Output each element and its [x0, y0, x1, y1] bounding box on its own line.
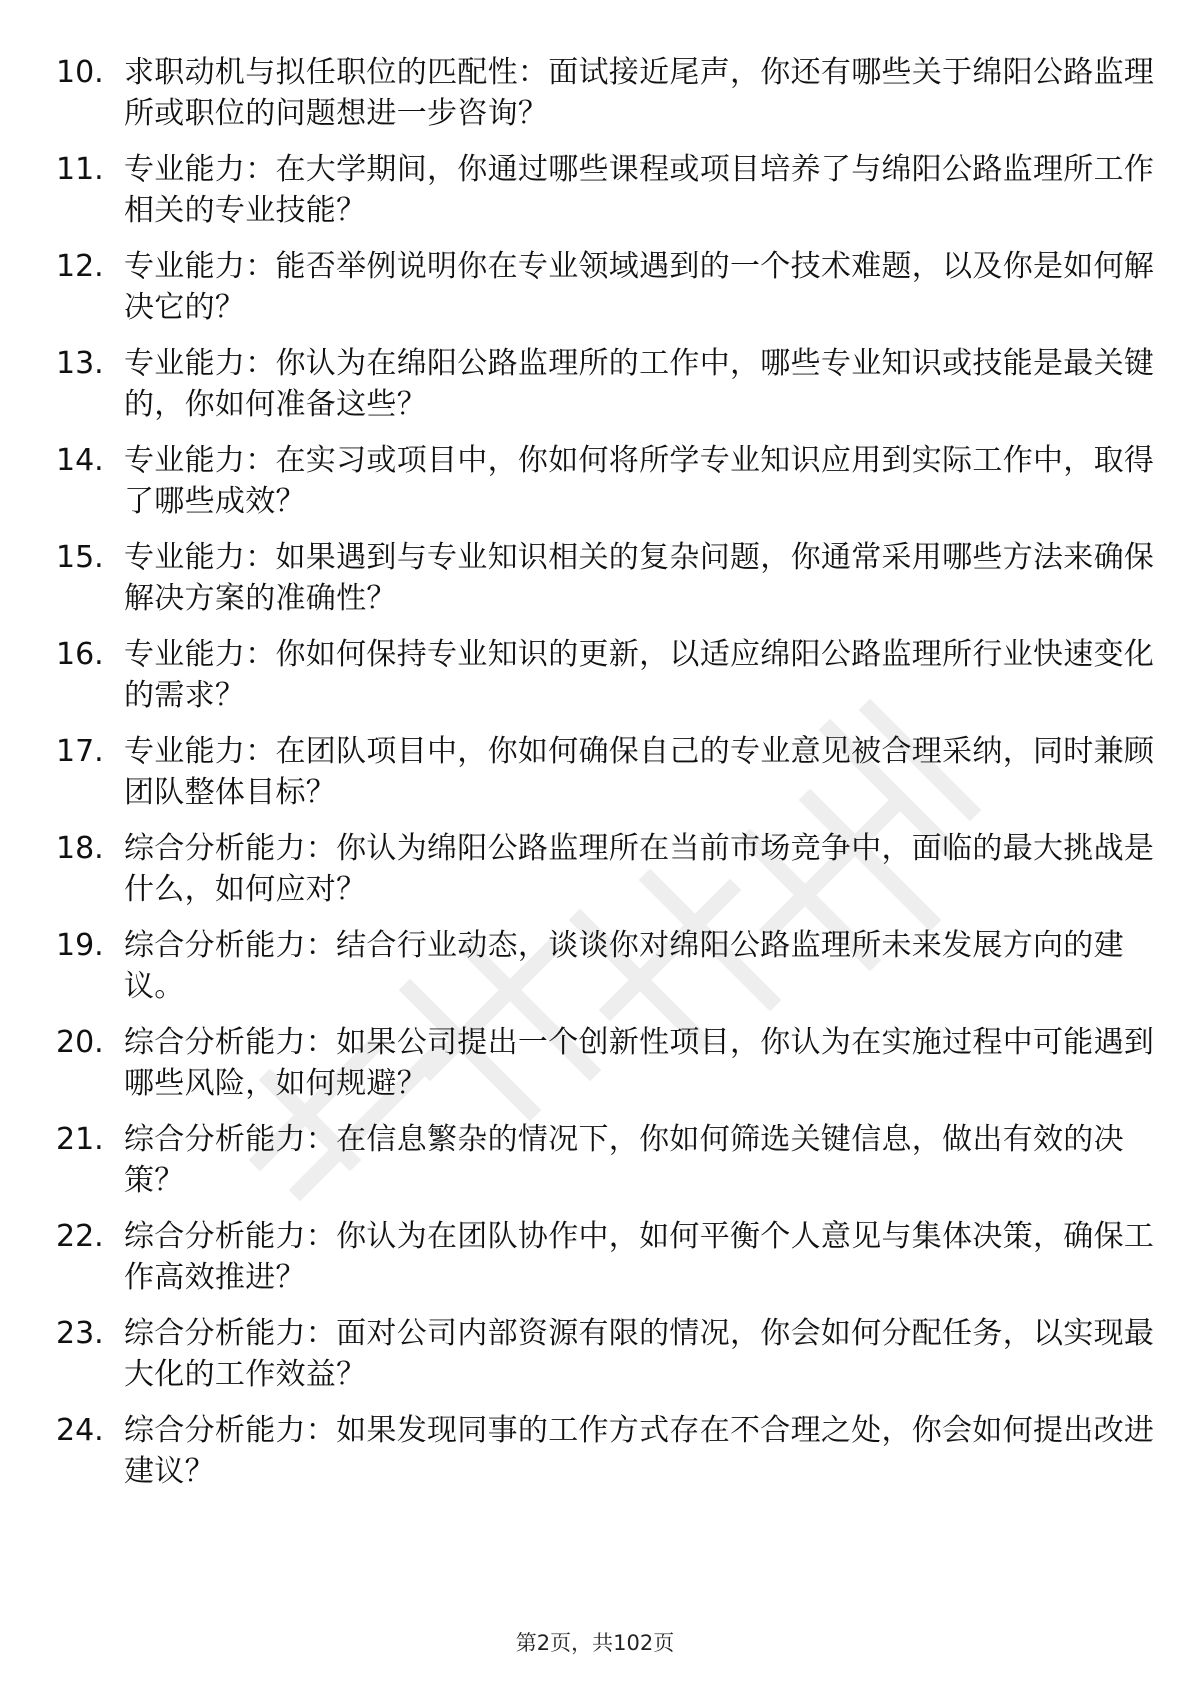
question-item-20	[56, 1022, 1155, 1104]
question-item-15	[56, 537, 1155, 619]
question-number: 15.	[56, 540, 104, 575]
question-item-12	[56, 246, 1155, 328]
question-number: 18.	[56, 831, 104, 866]
question-item-18	[56, 828, 1155, 910]
question-number: 16.	[56, 637, 104, 672]
question-text: 综合分析能力：如果发现同事的工作方式存在不合理之处，你会如何提出改进建议？	[124, 1413, 1155, 1489]
question-number: 21.	[56, 1122, 104, 1157]
question-text: 综合分析能力：面对公司内部资源有限的情况，你会如何分配任务，以实现最大化的工作效益？	[124, 1316, 1155, 1392]
question-item-17	[56, 731, 1155, 813]
question-number: 19.	[56, 928, 104, 963]
question-text: 专业能力：在大学期间，你通过哪些课程或项目培养了与绵阳公路监理所工作相关的专业技能？	[124, 152, 1155, 228]
question-item-13	[56, 343, 1155, 425]
question-item-16	[56, 634, 1155, 716]
page-number-footer: 第2页，共102页	[515, 1631, 675, 1655]
question-text: 综合分析能力：在信息繁杂的情况下，你如何筛选关键信息，做出有效的决策？	[124, 1122, 1124, 1198]
question-item-11	[56, 149, 1155, 231]
question-item-14	[56, 440, 1155, 522]
question-number: 11.	[56, 152, 104, 187]
question-text: 综合分析能力：如果公司提出一个创新性项目，你认为在实施过程中可能遇到哪些风险，如何规避？	[124, 1025, 1155, 1101]
question-text: 求职动机与拟任职位的匹配性：面试接近尾声，你还有哪些关于绵阳公路监理所或职位的问题想进一步咨询？	[124, 55, 1155, 131]
question-item-22	[56, 1216, 1155, 1298]
question-item-24	[56, 1410, 1155, 1492]
question-text: 专业能力：你认为在绵阳公路监理所的工作中，哪些专业知识或技能是最关键的，你如何准备这些？	[124, 346, 1155, 422]
question-number: 14.	[56, 443, 104, 478]
question-number: 13.	[56, 346, 104, 381]
question-text: 综合分析能力：你认为在团队协作中，如何平衡个人意见与集体决策，确保工作高效推进？	[124, 1219, 1155, 1295]
question-number: 23.	[56, 1316, 104, 1351]
question-list	[56, 52, 1155, 1507]
question-number: 22.	[56, 1219, 104, 1254]
question-number: 24.	[56, 1413, 104, 1448]
question-text: 专业能力：能否举例说明你在专业领域遇到的一个技术难题，以及你是如何解决它的？	[124, 249, 1155, 325]
question-text: 专业能力：在实习或项目中，你如何将所学专业知识应用到实际工作中，取得了哪些成效？	[124, 443, 1155, 519]
question-number: 17.	[56, 734, 104, 769]
question-number: 10.	[56, 55, 104, 90]
question-item-10	[56, 52, 1155, 134]
question-number: 12.	[56, 249, 104, 284]
question-text: 综合分析能力：你认为绵阳公路监理所在当前市场竞争中，面临的最大挑战是什么，如何应对？	[124, 831, 1155, 907]
question-number: 20.	[56, 1025, 104, 1060]
question-text: 专业能力：在团队项目中，你如何确保自己的专业意见被合理采纳，同时兼顾团队整体目标？	[124, 734, 1155, 810]
question-item-21	[56, 1119, 1124, 1201]
question-item-19	[56, 925, 1124, 1007]
question-text: 综合分析能力：结合行业动态，谈谈你对绵阳公路监理所未来发展方向的建议。	[124, 928, 1124, 1004]
question-item-23	[56, 1313, 1155, 1395]
question-text: 专业能力：你如何保持专业知识的更新，以适应绵阳公路监理所行业快速变化的需求？	[124, 637, 1155, 713]
question-text: 专业能力：如果遇到与专业知识相关的复杂问题，你通常采用哪些方法来确保解决方案的准确性？	[124, 540, 1155, 616]
